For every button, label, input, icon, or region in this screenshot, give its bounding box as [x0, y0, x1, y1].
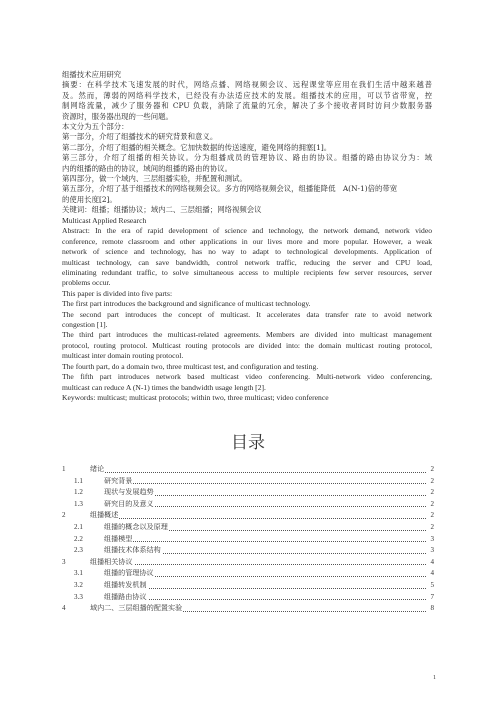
- toc-entry-page: 2: [430, 499, 434, 508]
- toc-entry-page: 2: [430, 488, 434, 497]
- toc-entry-label: 组播的概念以及原理: [104, 522, 168, 531]
- toc-entry-title: [90, 557, 426, 569]
- english-abstract-line: Abstract: In the era of rapid development of science and technology, the network demand, network video: [62, 226, 432, 236]
- english-abstract-line: protocol, routing protocol. Multicast routing protocols are divided into: the domain multicast routing protocol,: [62, 340, 432, 350]
- toc-entry-page: 4: [430, 557, 434, 566]
- toc-entry-number: 3.1: [74, 569, 83, 578]
- toc-entry[interactable]: [62, 592, 434, 604]
- toc-entry-label: 组播转发机制: [104, 580, 147, 589]
- english-abstract-line: multicast can reduce A (N-1) times the bandwidth usage length [2].: [62, 382, 266, 392]
- english-abstract-line: congestion [1].: [62, 320, 108, 330]
- toc-entry-label: 组播概述: [90, 511, 119, 520]
- toc-entry-number: 3.3: [74, 592, 83, 601]
- english-abstract-line: The first part introduces the background and significance of multicast technology.: [62, 299, 311, 309]
- toc-entry[interactable]: [62, 476, 434, 488]
- toc-entry-page: 3: [430, 534, 434, 543]
- english-abstract-line: conference, remote classroom and other applications in our lives more and more popular. However, a weak: [62, 236, 432, 246]
- toc-entry[interactable]: [62, 568, 434, 580]
- toc-entry-number: 1: [62, 465, 66, 473]
- toc-entry-number: 3.2: [74, 580, 83, 589]
- toc-entry-title: [104, 592, 426, 604]
- toc-entry[interactable]: [62, 522, 434, 534]
- toc-entry-title: [104, 534, 426, 546]
- toc-entry-title: [104, 545, 426, 557]
- toc-entry-number: 1.2: [74, 488, 83, 497]
- chinese-abstract-line: 本文分为五个部分：: [62, 122, 129, 132]
- toc-entry-number: 2.3: [74, 546, 83, 555]
- table-of-contents: [62, 464, 434, 615]
- chinese-abstract-line: 关键词：组播；组播协议；域内二、三层组播；网络视频会议: [62, 205, 262, 215]
- toc-entry[interactable]: [62, 603, 434, 615]
- toc-title: 目录: [231, 433, 265, 453]
- toc-entry-label: 组播的管理协议: [104, 569, 154, 578]
- chinese-abstract-line: 及。然而，薄弱的网络科学技术，已经没有办法适应技术的发展。组播技术的应用，可以节省带宽，控: [62, 90, 432, 100]
- toc-entry-number: 1.1: [74, 476, 83, 485]
- toc-entry-page: 2: [430, 465, 434, 473]
- english-abstract-line: multicast technology, can save bandwidth, control network traffic, reducing the server and CPU load,: [62, 257, 432, 267]
- english-abstract-line: network of science and technology, has no way to adapt to technological developments. Application of: [62, 247, 432, 257]
- chinese-abstract-line: 第一部分，介绍了组播技术的研究背景和意义。: [62, 132, 218, 142]
- toc-entry-page: 4: [430, 569, 434, 578]
- english-abstract-line: The fourth part, do a domain two, three multicast test, and configuration and testing.: [62, 361, 319, 371]
- toc-entry[interactable]: [62, 499, 434, 511]
- english-abstract-line: eliminating redundant traffic, to solve simultaneous access to multiple recipients few server resources, server: [62, 268, 432, 278]
- toc-entry-label: 组播模型: [104, 534, 133, 543]
- toc-entry[interactable]: [62, 534, 434, 546]
- chinese-title: 组播技术应用研究: [62, 70, 122, 79]
- toc-entry-label: 组播相关协议: [90, 557, 133, 566]
- toc-entry[interactable]: [62, 510, 434, 522]
- toc-entry-number: 2.1: [74, 522, 83, 531]
- english-abstract-line: problems occur.: [62, 278, 111, 288]
- toc-entry[interactable]: [62, 545, 434, 557]
- english-abstract-line: Keywords: multicast; multicast protocols; within two, three multicast; video conference: [62, 392, 329, 402]
- toc-entry[interactable]: [62, 487, 434, 499]
- toc-entry-title: [90, 464, 426, 476]
- chinese-abstract-line: 的使用长度[2]。: [62, 194, 117, 204]
- chinese-abstract-line: 资源时，服务器出现的一些问题。: [62, 111, 173, 121]
- toc-entry-page: 7: [430, 592, 434, 601]
- toc-entry-page: 2: [430, 476, 434, 485]
- english-title: Multicast Applied Research: [62, 216, 147, 225]
- toc-entry-title: [90, 510, 426, 522]
- toc-entry-title: [104, 568, 426, 580]
- toc-entry-title: [90, 603, 426, 615]
- toc-entry-number: 3: [62, 557, 66, 566]
- toc-entry-label: 组播技术体系结构: [104, 546, 161, 555]
- toc-entry-label: 组播路由协议: [104, 592, 147, 601]
- toc-entry[interactable]: [62, 580, 434, 592]
- chinese-abstract-line: 摘要：在科学技术飞速发展的时代，网络点播、网络视频会议、远程课堂等应用在我们生活中越来越普: [62, 80, 432, 90]
- toc-entry[interactable]: [62, 557, 434, 569]
- toc-entry-label: 研究背景: [104, 476, 133, 485]
- page-number: 1: [433, 675, 436, 681]
- toc-entry-title: [104, 487, 426, 499]
- chinese-abstract-line: 内的组播的路由的协议，域间的组播的路由的协议。: [62, 163, 232, 173]
- toc-entry-title: [104, 476, 426, 488]
- toc-entry-page: 3: [430, 546, 434, 555]
- chinese-abstract-line: 制网络流量，减少了服务器和 CPU 负载，消除了流量的冗余，解决了多个接收者同时访问少数服务器: [62, 101, 432, 111]
- toc-entry-label: 域内二、三层组播的配置实验: [90, 604, 183, 613]
- toc-entry-number: 2.2: [74, 534, 83, 543]
- english-abstract-line: The second part introduces the concept of multicast. It accelerates data transfer rate to avoid network: [62, 309, 432, 319]
- toc-entry-label: 绪论: [90, 465, 105, 473]
- toc-entry-title: [104, 522, 426, 534]
- toc-entry-title: [104, 580, 426, 592]
- chinese-abstract-line: 第三部分，介绍了组播的相关协议。分为组播成员的管理协议、路由的协议。组播的路由协议分为：域: [62, 153, 432, 163]
- toc-entry-page: 8: [430, 604, 434, 613]
- english-abstract-line: The fifth part introduces network based multicast video conferencing. Multi-network video conferencing,: [62, 372, 432, 382]
- english-abstract-line: This paper is divided into five parts:: [62, 288, 173, 298]
- toc-entry-page: 5: [430, 580, 434, 589]
- toc-entry[interactable]: [62, 464, 434, 476]
- toc-entry-page: 2: [430, 511, 434, 520]
- toc-entry-label: 现状与发展趋势: [104, 488, 154, 497]
- toc-entry-label: 研究目的及意义: [104, 499, 154, 508]
- english-abstract: [62, 216, 432, 403]
- toc-entry-title: [104, 499, 426, 511]
- toc-entry-number: 2: [62, 511, 66, 520]
- toc-entry-number: 4: [62, 604, 66, 613]
- chinese-abstract-line: 第四部分，做一个域内、三层组播实验，并配置和测试。: [62, 174, 247, 184]
- english-abstract-line: The third part introduces the multicast-related agreements. Members are divided into multicast management: [62, 330, 432, 340]
- toc-entry-number: 1.3: [74, 499, 83, 508]
- chinese-abstract-line: 第五部分，介绍了基于组播技术的网络视频会议。多方的网络视频会议，组播能降低 A(N-1)倍的带宽: [62, 184, 398, 194]
- chinese-abstract: [62, 70, 432, 216]
- chinese-abstract-line: 第二部分，介绍了组播的相关概念。它加快数据的传送速度，避免网络的拥塞[1]。: [62, 142, 332, 152]
- english-abstract-line: multicast inter domain routing protocol.: [62, 351, 184, 361]
- toc-entry-page: 2: [430, 522, 434, 531]
